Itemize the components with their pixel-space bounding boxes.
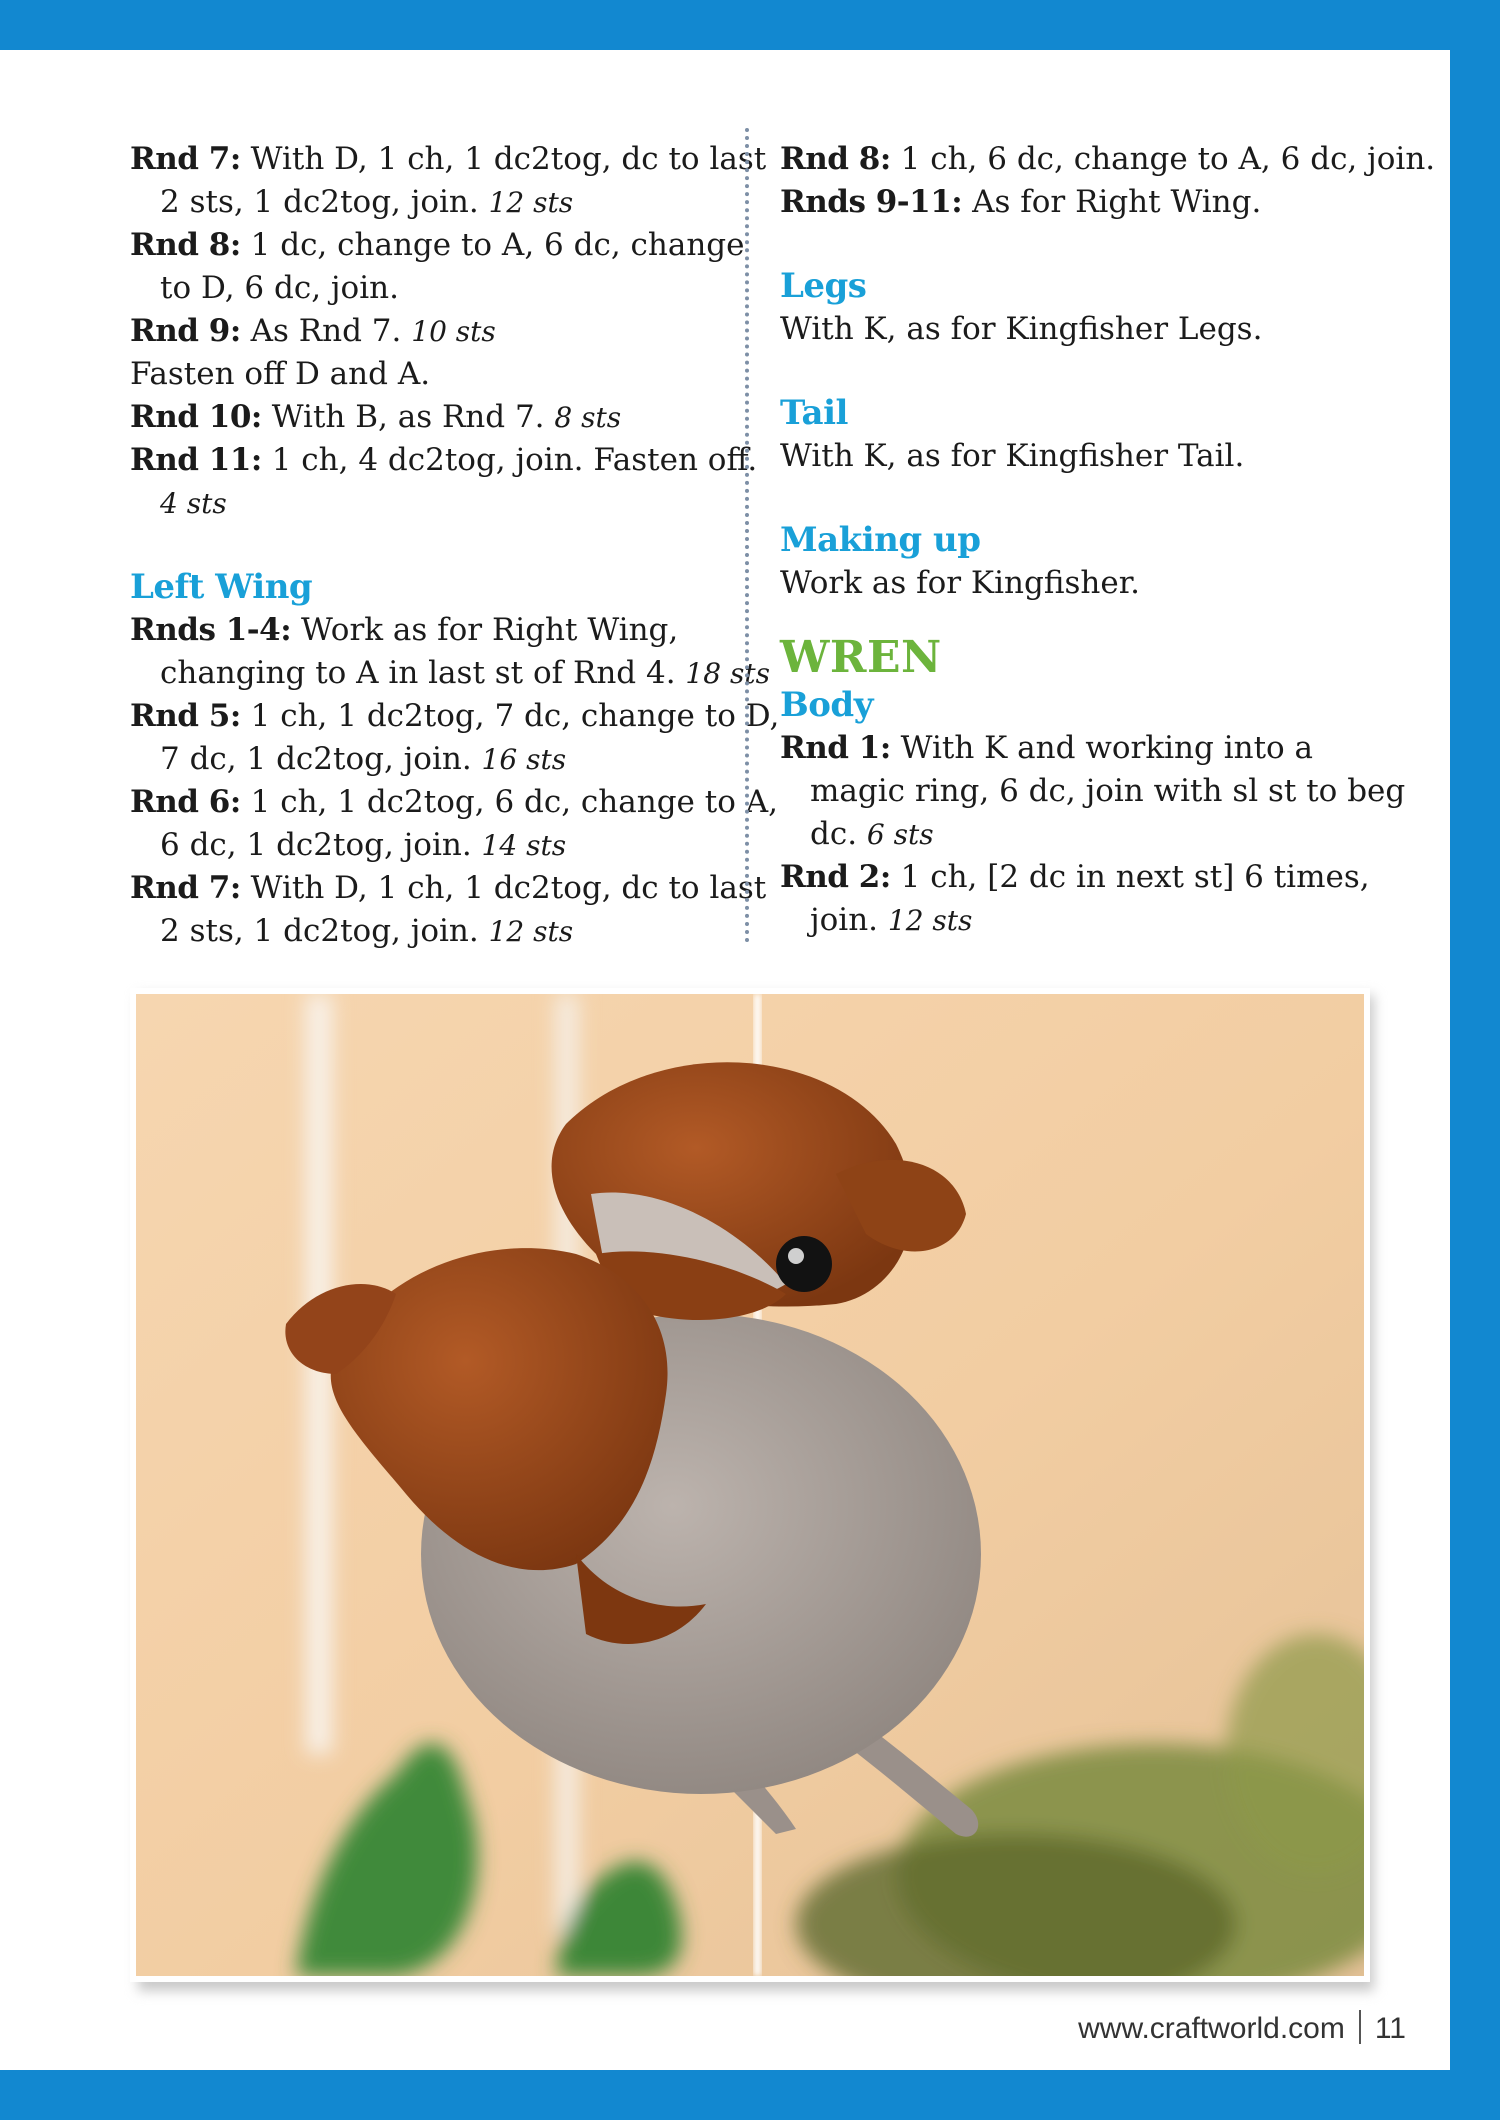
instruction-continuation: 2 sts, 1 dc2tog, join. 12 sts (160, 913, 574, 949)
instruction-continuation (130, 482, 730, 525)
instruction-rnd1: Rnd 1: With K and working into a (780, 730, 1314, 766)
page-footer (0, 2010, 1406, 2050)
instruction-continuation: 7 dc, 1 dc2tog, join. 16 sts (160, 741, 567, 777)
instruction-continuation: magic ring, 6 dc, join with sl st to beg (810, 773, 1406, 809)
column-divider (745, 128, 749, 943)
crochet-wren-illustration (136, 994, 1364, 1976)
instruction-rnd5: Rnd 5: 1 ch, 1 dc2tog, 7 dc, change to D, (130, 698, 780, 734)
stitch-count: 18 sts (685, 657, 770, 690)
instruction-continuation: 6 dc, 1 dc2tog, join. 14 sts (160, 827, 567, 863)
instruction-rnd10: Rnd 10: With B, as Rnd 7. 8 sts (130, 399, 622, 435)
right-border (1450, 0, 1500, 2120)
page-number: 11 (1374, 2012, 1406, 2045)
stitch-count: 6 sts (866, 818, 934, 851)
stitch-count: 8 sts (554, 401, 622, 434)
instruction-continuation: dc. 6 sts (810, 816, 934, 852)
instruction-rnd2: Rnd 2: 1 ch, [2 dc in next st] 6 times, (780, 859, 1370, 895)
wren-photo (130, 988, 1370, 1982)
section-title-wren: WREN (780, 632, 942, 683)
legs-text: With K, as for Kingfisher Legs. (780, 311, 1263, 347)
right-column (780, 138, 1436, 942)
heading-legs: Legs (780, 266, 867, 306)
stitch-count: 14 sts (481, 829, 567, 862)
footer-website: www.craftworld.com (1078, 2012, 1345, 2045)
instruction-rnds1-4: Rnds 1-4: Work as for Right Wing, (130, 612, 679, 648)
left-column (130, 138, 780, 953)
instruction-continuation: changing to A in last st of Rnd 4. 18 sts (160, 655, 770, 691)
stitch-count: 16 sts (481, 743, 567, 776)
instruction-continuation: to D, 6 dc, join. (160, 270, 399, 306)
stitch-count: 12 sts (488, 186, 574, 219)
stitch-count: 10 sts (411, 315, 496, 348)
stitch-count: 12 sts (887, 904, 973, 937)
instruction-fasten-off: Fasten off D and A. (130, 356, 431, 392)
instruction-rnd9: Rnd 9: As Rnd 7. 10 sts (130, 313, 496, 349)
footer-separator (1359, 2010, 1361, 2044)
stitch-count: 4 sts (160, 487, 227, 520)
instruction-rnd7: Rnd 7: With D, 1 ch, 1 dc2tog, dc to last (130, 870, 767, 906)
instruction-rnd7: Rnd 7: With D, 1 ch, 1 dc2tog, dc to last (130, 141, 767, 177)
instruction-rnd11: Rnd 11: 1 ch, 4 dc2tog, join. Fasten off. (130, 442, 758, 478)
instruction-rnd6: Rnd 6: 1 ch, 1 dc2tog, 6 dc, change to A, (130, 784, 778, 820)
making-up-text: Work as for Kingfisher. (780, 565, 1140, 601)
top-border (0, 0, 1500, 50)
instruction-rnd8: Rnd 8: 1 ch, 6 dc, change to A, 6 dc, join. (780, 141, 1436, 177)
stitch-count: 12 sts (488, 915, 574, 948)
heading-body: Body (780, 685, 873, 725)
bottom-border (0, 2070, 1500, 2120)
instruction-continuation: join. 12 sts (810, 902, 973, 938)
tail-text: With K, as for Kingfisher Tail. (780, 438, 1245, 474)
heading-left-wing: Left Wing (130, 567, 313, 607)
magazine-page (0, 50, 1450, 2070)
heading-making-up: Making up (780, 520, 981, 560)
instruction-continuation: 2 sts, 1 dc2tog, join. 12 sts (160, 184, 574, 220)
instruction-rnds9-11: Rnds 9-11: As for Right Wing. (780, 184, 1262, 220)
heading-tail: Tail (780, 393, 848, 433)
instruction-rnd8: Rnd 8: 1 dc, change to A, 6 dc, change (130, 227, 745, 263)
